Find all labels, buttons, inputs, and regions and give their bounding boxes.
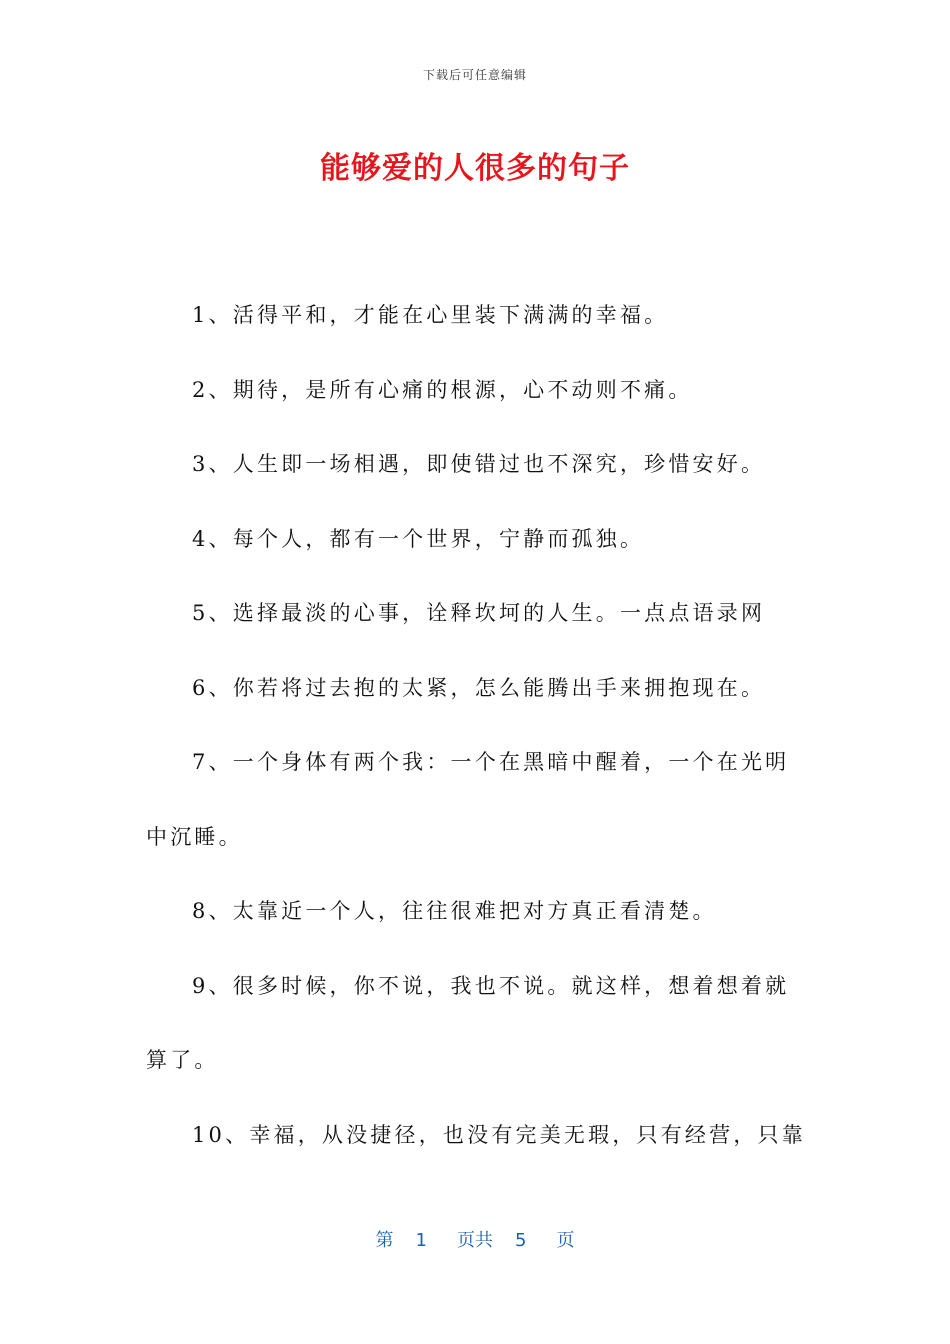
paragraph-4: 4、每个人，都有一个世界，宁静而孤独。	[192, 526, 645, 551]
footer-total-pages: 5	[515, 1230, 527, 1251]
footer-current-page: 1	[415, 1230, 427, 1251]
paragraph-6: 6、你若将过去抱的太紧，怎么能腾出手来拥抱现在。	[192, 675, 766, 700]
header-note: 下载后可任意编辑	[422, 68, 527, 82]
page-footer	[0, 1226, 950, 1252]
paragraph-5: 5、选择最淡的心事，诠释坎坷的人生。一点点语录网	[192, 601, 766, 625]
paragraph-1: 1、活得平和，才能在心里装下满满的幸福。	[192, 303, 669, 327]
footer-page-prefix: 第	[375, 1230, 394, 1251]
paragraph-8: 8、太靠近一个人，往往很难把对方真正看清楚。	[192, 899, 717, 923]
document-title: 能够爱的人很多的句子	[320, 151, 630, 186]
paragraph-10: 10、幸福，从没捷径，也没有完美无瑕，只有经营，只靠	[192, 1122, 806, 1147]
paragraph-3: 3、人生即一场相遇，即使错过也不深究，珍惜安好。	[192, 452, 766, 476]
paragraph-2: 2、期待，是所有心痛的根源，心不动则不痛。	[192, 377, 693, 402]
footer-page-mid: 页共	[457, 1230, 493, 1251]
paragraph-9: 9、很多时候，你不说，我也不说。就这样，想着想着就算了。	[146, 973, 790, 1072]
footer-page-suffix: 页	[556, 1230, 575, 1251]
paragraph-7: 7、一个身体有两个我：一个在黑暗中醒着，一个在光明中沉睡。	[146, 750, 790, 849]
document-body	[146, 278, 811, 1172]
